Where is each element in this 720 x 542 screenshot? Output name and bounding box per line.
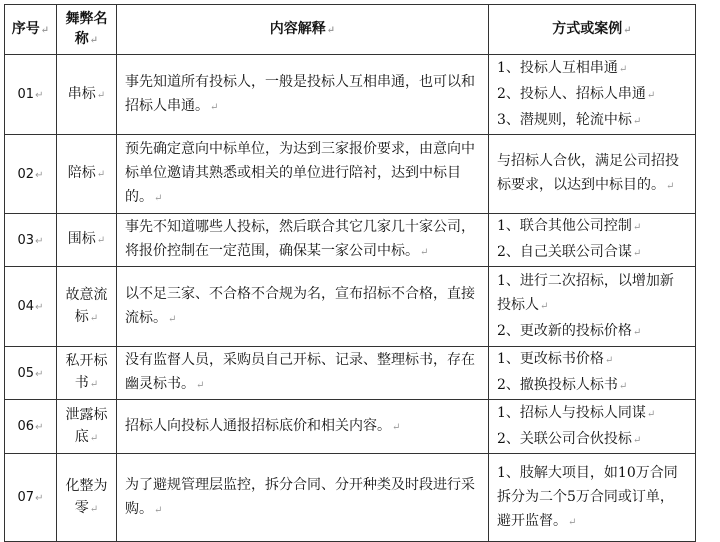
table-row: [5, 454, 696, 542]
row-no: 04↵: [5, 267, 57, 347]
row-desc: 没有监督人员，采购员自己开标、记录、整理标书，存在幽灵标书。↵: [117, 347, 489, 400]
row-cases: [489, 400, 696, 454]
row-no: 05↵: [5, 347, 57, 400]
case-item: 1、投标人互相串通↵: [497, 59, 628, 76]
row-cases: [489, 267, 696, 347]
row-no: 01↵: [5, 55, 57, 135]
table-row: [5, 400, 696, 454]
row-no: 03↵: [5, 214, 57, 267]
row-no: 07↵: [5, 454, 57, 542]
case-item: 2、关联公司合伙投标↵: [497, 430, 642, 447]
case-item: 2、撤换投标人标书↵: [497, 377, 628, 393]
case-item: 1、肢解大项目，如10万合同拆分为二个5万合同或订单，避开监督。↵: [497, 464, 678, 529]
row-cases: [489, 135, 696, 214]
row-desc: 为了避规管理层监控，拆分合同、分开种类及时段进行采购。↵: [117, 454, 489, 542]
header-row: [5, 5, 696, 55]
row-name: 串标↵: [57, 55, 117, 135]
row-desc: 事先不知道哪些人投标，然后联合其它几家几十家公司，将报价控制在一定范围，确保某一家公司中标。↵: [117, 214, 489, 267]
row-desc: 招标人向投标人通报招标底价和相关内容。↵: [117, 400, 489, 454]
row-no: 06↵: [5, 400, 57, 454]
table-row: [5, 55, 696, 135]
header-desc: 内容解释↵: [117, 5, 489, 55]
case-item: 2、自己关联公司合谋↵: [497, 244, 642, 260]
row-desc: 事先知道所有投标人，一般是投标人互相串通，也可以和招标人串通。↵: [117, 55, 489, 135]
case-item: 3、潜规则，轮流中标↵: [497, 111, 642, 128]
header-name: 舞弊名称↵: [57, 5, 117, 55]
row-desc: 以不足三家、不合格不合规为名，宣布招标不合格，直接流标。↵: [117, 267, 489, 347]
case-item: 2、投标人、招标人串通↵: [497, 85, 656, 102]
row-cases: [489, 454, 696, 542]
case-item: 1、进行二次招标，以增加新投标人↵: [497, 272, 674, 313]
row-name: 化整为零↵: [57, 454, 117, 542]
table-row: [5, 135, 696, 214]
case-item: 2、更改新的投标价格↵: [497, 322, 642, 339]
table-row: [5, 267, 696, 347]
row-desc: 预先确定意向中标单位，为达到三家报价要求，由意向中标单位邀请其熟悉或相关的单位进行陪衬，达到中标目的。↵: [117, 135, 489, 214]
row-name: 故意流标↵: [57, 267, 117, 347]
case-item: 1、联合其他公司控制↵: [497, 218, 642, 234]
table-row: [5, 347, 696, 400]
row-cases: [489, 347, 696, 400]
row-cases: [489, 214, 696, 267]
case-item: 1、更改标书价格↵: [497, 351, 614, 367]
header-case: 方式或案例↵: [489, 5, 696, 55]
case-item: 1、招标人与投标人同谋↵: [497, 404, 656, 421]
row-name: 围标↵: [57, 214, 117, 267]
row-no: 02↵: [5, 135, 57, 214]
fraud-table: [4, 4, 696, 542]
row-name: 陪标↵: [57, 135, 117, 214]
table-row: [5, 214, 696, 267]
case-item: 与招标人合伙，满足公司招投标要求，以达到中标目的。↵: [497, 153, 679, 193]
row-name: 泄露标底↵: [57, 400, 117, 454]
row-name: 私开标书↵: [57, 347, 117, 400]
row-cases: [489, 55, 696, 135]
header-no: 序号↵: [5, 5, 57, 55]
